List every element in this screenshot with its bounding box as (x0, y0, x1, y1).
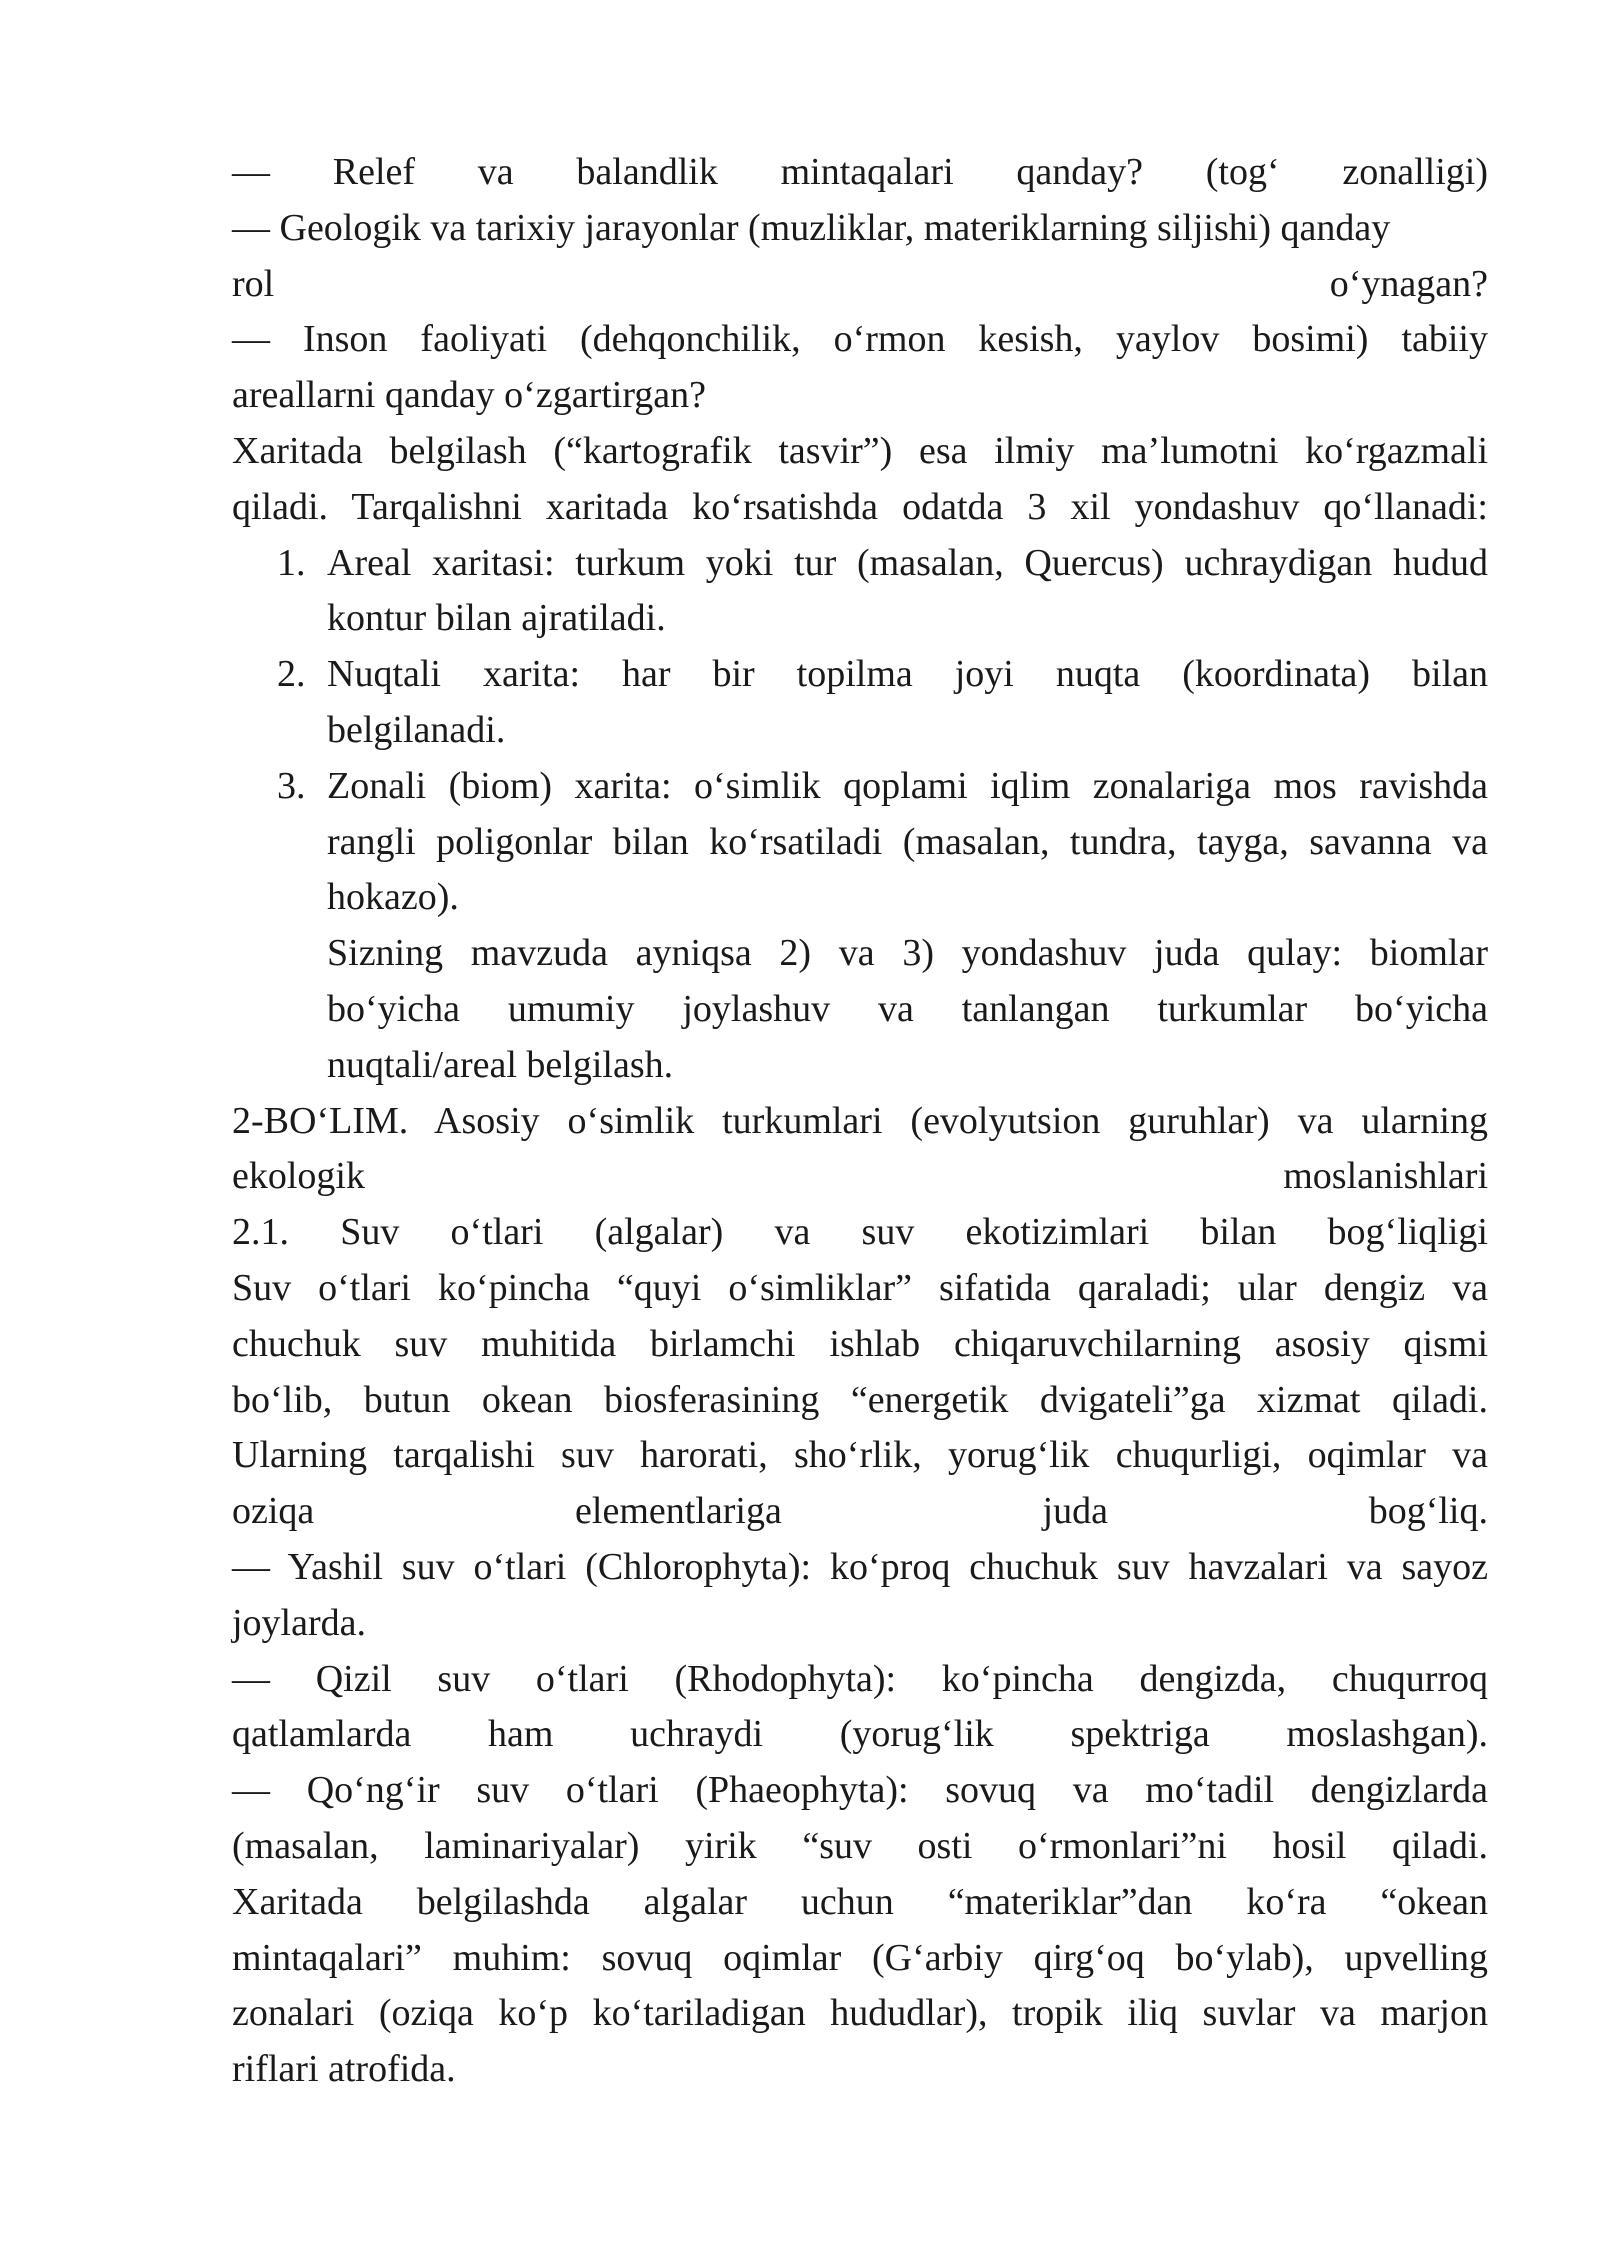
list-number: 2. (277, 653, 306, 696)
question-human-cont: areallarni qanday o‘zgartirgan? (232, 374, 707, 417)
body-line: (masalan, laminariyalar) yirik “suv osti o‘rmonlari”ni hosil qiladi. (232, 1824, 1488, 1867)
question-human: — Inson faoliyati (dehqonchilik, o‘rmon kesish, yaylov bosimi) tabiiy (232, 318, 1488, 361)
body-line: Ularning tarqalishi suv harorati, sho‘rlik, yorug‘lik chuqurligi, oqimlar va (232, 1434, 1488, 1477)
list-item-line: Areal xaritasi: turkum yoki tur (masalan, Quercus) uchraydigan hudud (327, 541, 1488, 584)
body-line: mintaqalari” muhim: sovuq oqimlar (G‘arbiy qirg‘oq bo‘ylab), upvelling (232, 1936, 1488, 1979)
section-heading-cont: ekologik moslanishlari (232, 1155, 1488, 1198)
body-line: riflari atrofida. (232, 2048, 456, 2091)
question-geology: — Geologik va tarixiy jarayonlar (muzliklar, materiklarning siljishi) qanday (232, 206, 1391, 249)
list-item (232, 647, 1488, 759)
body-line: — Qizil suv o‘tlari (Rhodophyta): ko‘pincha dengizda, chuqurroq (232, 1657, 1488, 1700)
approach-list (232, 536, 1488, 927)
paragraph-mapping-cont: qiladi. Tarqalishni xaritada ko‘rsatishda odatda 3 xil yondashuv qo‘llanadi: (232, 485, 1488, 528)
paragraph-mapping: Xaritada belgilash (“kartografik tasvir”) esa ilmiy ma’lumotni ko‘rgazmali (232, 429, 1488, 472)
body-line: Xaritada belgilashda algalar uchun “materiklar”dan ko‘ra “okean (232, 1880, 1488, 1923)
document-body (232, 145, 1488, 2098)
list-item-line: belgilanadi. (327, 708, 506, 751)
body-line: bo‘lib, butun okean biosferasining “energetik dvigateli”ga xizmat qiladi. (232, 1378, 1488, 1421)
list-item (232, 536, 1488, 648)
list-item-line: rangli poligonlar bilan ko‘rsatiladi (masalan, tundra, tayga, savanna va (327, 820, 1488, 863)
body-line: qatlamlarda ham uchraydi (yorug‘lik spektriga moslashgan). (232, 1713, 1488, 1756)
note-line: nuqtali/areal belgilash. (327, 1043, 674, 1086)
list-item-line: Zonali (biom) xarita: o‘simlik qoplami iqlim zonalariga mos ravishda (327, 764, 1488, 807)
approach-note (232, 926, 1488, 1093)
body-line: joylarda. (232, 1601, 367, 1644)
note-line: Sizning mavzuda ayniqsa 2) va 3) yondashuv juda qulay: biomlar (327, 932, 1488, 975)
note-line: bo‘yicha umumiy joylashuv va tanlangan turkumlar bo‘yicha (327, 987, 1488, 1030)
body-line: zonalari (oziqa ko‘p ko‘tariladigan hududlar), tropik iliq suvlar va marjon (232, 1992, 1488, 2035)
body-line: Suv o‘tlari ko‘pincha “quyi o‘simliklar” sifatida qaraladi; ular dengiz va (232, 1266, 1488, 1309)
question-geology-cont: rol o‘ynagan? (232, 262, 1488, 305)
body-line: chuchuk suv muhitida birlamchi ishlab chiqaruvchilarning asosiy qismi (232, 1322, 1488, 1365)
subsection-heading: 2.1. Suv o‘tlari (algalar) va suv ekotizimlari bilan bog‘liqligi (232, 1211, 1488, 1254)
list-item-line: hokazo). (327, 876, 459, 919)
body-line: — Yashil suv o‘tlari (Chlorophyta): ko‘proq chuchuk suv havzalari va sayoz (232, 1545, 1488, 1588)
question-relief: — Relef va balandlik mintaqalari qanday? (tog‘ zonalligi) (232, 151, 1488, 193)
body-line: — Qo‘ng‘ir suv o‘tlari (Phaeophyta): sovuq va mo‘tadil dengizlarda (232, 1769, 1488, 1812)
body-line: oziqa elementlariga juda bog‘liq. (232, 1490, 1488, 1533)
list-number: 1. (277, 541, 306, 584)
section-heading: 2-BO‘LIM. Asosiy o‘simlik turkumlari (evolyutsion guruhlar) va ularning (232, 1099, 1488, 1142)
list-item (232, 759, 1488, 926)
list-number: 3. (277, 764, 306, 807)
list-item-line: kontur bilan ajratiladi. (327, 597, 666, 640)
list-item-line: Nuqtali xarita: har bir topilma joyi nuqta (koordinata) bilan (327, 653, 1488, 696)
